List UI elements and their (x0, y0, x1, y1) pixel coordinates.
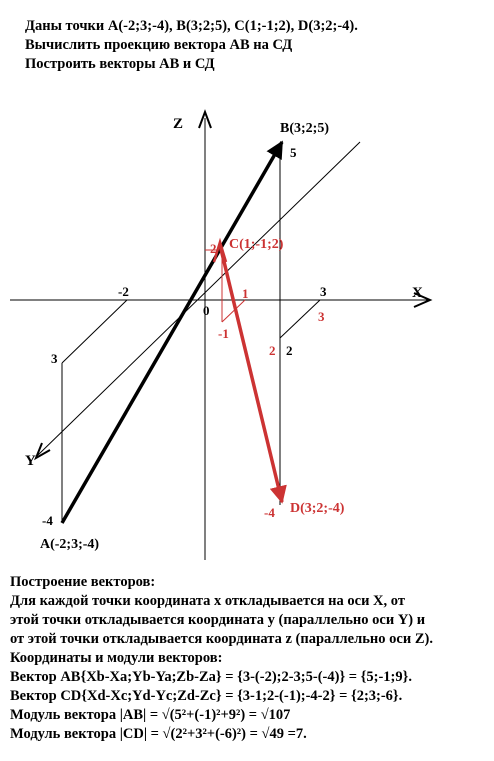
paragraph-line-4: Координаты и модули векторов: (10, 650, 223, 666)
section-title: Построение векторов: (10, 574, 156, 590)
task-line-1: Даны точки А(-2;3;-4), В(3;2;5), С(1;-1;2), D(3;2;-4). (25, 18, 358, 34)
vector-ab-formula: Вектор АВ{Xb-Xa;Yb-Ya;Zb-Za} = {3-(-2);2-3;5-(-4)} = {5;-1;9}. (10, 669, 412, 685)
x-axis-label: X (412, 285, 423, 301)
x-tick-3: 3 (320, 284, 327, 299)
a-z-tick: -4 (42, 513, 53, 528)
c-y-tick: -1 (218, 326, 229, 341)
vector-cd-formula: Вектор CD{Xd-Xc;Yd-Yc;Zd-Zc} = {3-1;2-(-1);-4-2} = {2;3;-6}. (10, 688, 403, 704)
d-y-tick: 2 (286, 343, 293, 358)
vector-ab (62, 142, 282, 523)
vector-cd (220, 245, 282, 502)
point-d-label: D(3;2;-4) (290, 501, 345, 516)
point-b-label: B(3;2;5) (280, 121, 329, 136)
paragraph-line-1: Для каждой точки координата x откладывается на оси X, от (10, 593, 405, 609)
d-z-tick: -4 (264, 505, 275, 520)
guide-line (280, 300, 320, 338)
x-tick-neg2: -2 (118, 284, 129, 299)
task-line-3: Построить векторы АВ и СД (25, 56, 215, 72)
modulus-ab-formula: Модуль вектора |AB| = √(5²+(-1)²+9²) = √107 (10, 707, 291, 723)
x-tick-3-oblique: 3 (318, 309, 325, 324)
c-x-tick: 1 (242, 286, 249, 301)
y-axis (38, 142, 360, 455)
y-axis-label: Y (25, 453, 36, 469)
y-tick-3: 3 (51, 351, 58, 366)
task-line-2: Вычислить проекцию вектора АВ на СД (25, 37, 293, 53)
d-y-tick-red: 2 (269, 343, 276, 358)
z-axis-label: Z (173, 116, 184, 132)
point-a-label: A(-2;3;-4) (40, 537, 100, 552)
b-z-tick: 5 (290, 145, 297, 160)
origin-label: 0 (203, 303, 210, 318)
point-c-label: C(1;-1;2) (229, 237, 284, 252)
paragraph-line-3: от этой точки откладывается координата z (параллельно оси Z). (10, 631, 433, 647)
modulus-cd-formula: Модуль вектора |CD| = √(2²+3²+(-6)²) = √49 =7. (10, 726, 307, 742)
paragraph-line-2: этой точки откладывается координата y (параллельно оси Y) и (10, 612, 426, 628)
c-z-tick: 2 (210, 241, 217, 256)
guide-line (62, 300, 127, 363)
